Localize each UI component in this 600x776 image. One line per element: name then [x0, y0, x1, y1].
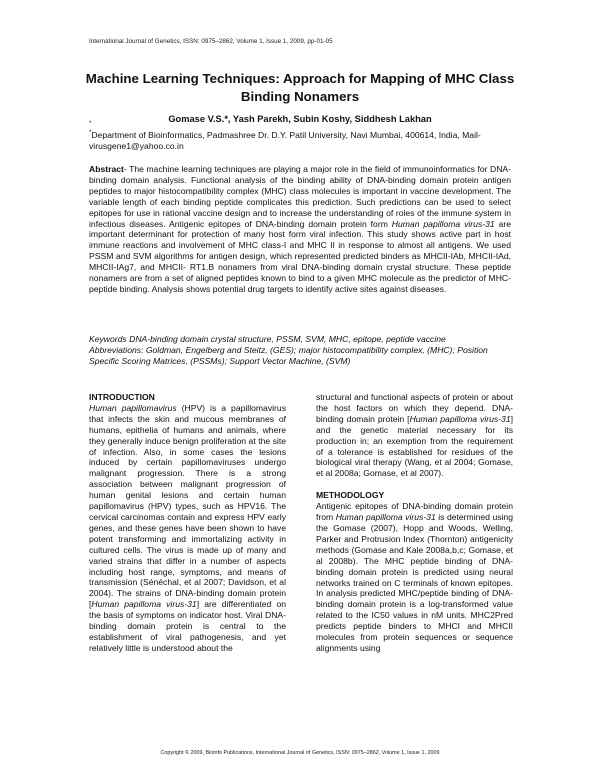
- right-text-1b: ] and the genetic material necessary for its production in; an exemption from the requirement of a tolerance is established for residues of the biological viral therapy (Wang, et al 2004; Gomase, et al 2008a; Gomase, et al 2007).: [316, 413, 513, 479]
- affiliation: [89, 128, 517, 153]
- introduction-heading: INTRODUCTION: [89, 392, 155, 402]
- left-column: [89, 392, 286, 654]
- right-column: [316, 392, 513, 654]
- affiliation-mark: *: [89, 130, 92, 136]
- intro-text-1: (HPV) is a papillomavirus that infects the skin and mucous membranes of humans, epithelia of humans and animals, where they generally induce benign proliferation at the site of infection. Also, in some cases the lesions induced by certain papillomaviruses undergo malignant progression. There is a strong association between malignant progression of human genital lesions and certain human papillomavirus (HPV) types, such as HPV16. The cervical carcinomas contain and express HPV early genes, and these genes have been shown to have potent transforming and immortalizing activity in cultured cells. The virus is made up of many and varied strains that differ in a number of aspects including host range, symptoms, and means of transmission (Sénéchal, et al 2007; Davidson, et al 2004). The strains of DNA-binding domain protein [: [89, 402, 286, 610]
- author-list: Gomase V.S.*, Yash Parekh, Subin Koshy, Siddhesh Lakhan: [168, 114, 432, 124]
- keywords: Keywords DNA-binding domain crystal structure, PSSM, SVM, MHC, epitope, peptide vaccine: [89, 334, 446, 344]
- methodology-heading: METHODOLOGY: [316, 490, 385, 501]
- copyright-footer: Copyright © 2009, Bioinfo Publications, International Journal of Genetics, ISSN: 0975–2862, Volume 1, Issue 1, 2009: [160, 750, 440, 756]
- abstract: [89, 164, 511, 295]
- intro-italic-hpv: Human papillomavirus: [89, 402, 177, 413]
- intro-text-2: ] are differentiated on the basis of symptoms on indicator host. Viral DNA-binding domain protein is central to the establishment of viral pathogenesis, and yet relatively little is understood about the: [89, 599, 287, 653]
- introduction-paragraph: [89, 403, 286, 654]
- methods-italic-virus: Human papilloma virus-31: [335, 512, 436, 523]
- abstract-text-1: - The machine learning techniques are playing a major role in the field of immunoinformatics for DNA-binding domain analysis. Functional analysis of the binding ability of DNA-binding domain protein antigen peptides to major histocompatibility complex (MHC) class molecules is important in vaccine development. The variable length of each binding peptide complicates this prediction. Such predictions can be used to select epitopes for use in rational vaccine design and to increase the understanding of roles of the immune system in infectious diseases. Antigenic epitopes of DNA-binding domain protein form: [89, 164, 511, 229]
- abstract-italic-virus: Human papilloma virus-31: [391, 218, 495, 229]
- methods-text-1a: Antigenic epitopes of DNA-binding domain protein from: [316, 501, 513, 523]
- intro-continuation: [316, 392, 513, 479]
- abbreviations: Abbreviations: Goldman, Engelberg and Steitz, (GES); major histocompatibility complex, (MHC); Position Specific Scoring Matrices, (PSSMs); Support Vector Machine, (SVM): [89, 345, 488, 366]
- abstract-label: Abstract: [89, 164, 124, 174]
- affiliation-text: Department of Bioinformatics, Padmashree Dr. D.Y. Patil University, Navi Mumbai, 400614, India, Mail- virusgene1@yahoo.co.in: [89, 129, 481, 152]
- intro-italic-virus: Human papilloma virus-31: [91, 599, 197, 610]
- methods-text-1b: is determined using the Gomase (2007), Hopp and Woods, Welling, Parker and Protrusion Index (Thornton) antigenicity methods (Gomase and Kale 2008a,b,c; Gomase, et al 2008b). The MHC peptide binding of DNA-binding domain protein is predicted using neural networks trained on C terminals of known epitopes. In analysis predicted MHC/peptide binding of DNA-binding domain protein is a log-transformed value related to the IC50 values in nM units. MHC2Pred predicts peptide binders to MHCI and MHCII molecules from protein sequences or sequence alignments using: [316, 512, 513, 653]
- methodology-paragraph: [316, 501, 513, 654]
- right-text-1a: structural and functional aspects of protein or about the host factors on which they depend. DNA-binding domain protein [: [316, 392, 513, 424]
- author-mark: *: [89, 121, 92, 127]
- abstract-text-2: are important determinant for protection of many host form viral infection. This study shows active part in host immune reactions and involvement of MHC class-I and MHC II in response to almost all antigens. We used PSSM and SVM algorithms for antigen design, which represented predicted binders as MHCII-IAb, MHCII-IAd, MHCII-IAg7, and MHCII- RT1.B nonamers from viral DNA-binding domain crystal structure. These peptide nonamers are from a set of aligned peptides known to bind to a given MHC molecule as the predictor of MHC-peptide binding. Analysis shows potential drug targets to identify active sites against diseases.: [89, 218, 511, 294]
- right-italic-virus: Human papilloma virus-31: [409, 413, 511, 424]
- paper-title: Machine Learning Techniques: Approach for Mapping of MHC Class Binding Nonamers: [85, 71, 515, 104]
- keywords-block: [89, 334, 511, 367]
- running-head: International Journal of Genetics, ISSN: 0975–2862, Volume 1, Issue 1, 2009, pp-01-05: [89, 38, 333, 45]
